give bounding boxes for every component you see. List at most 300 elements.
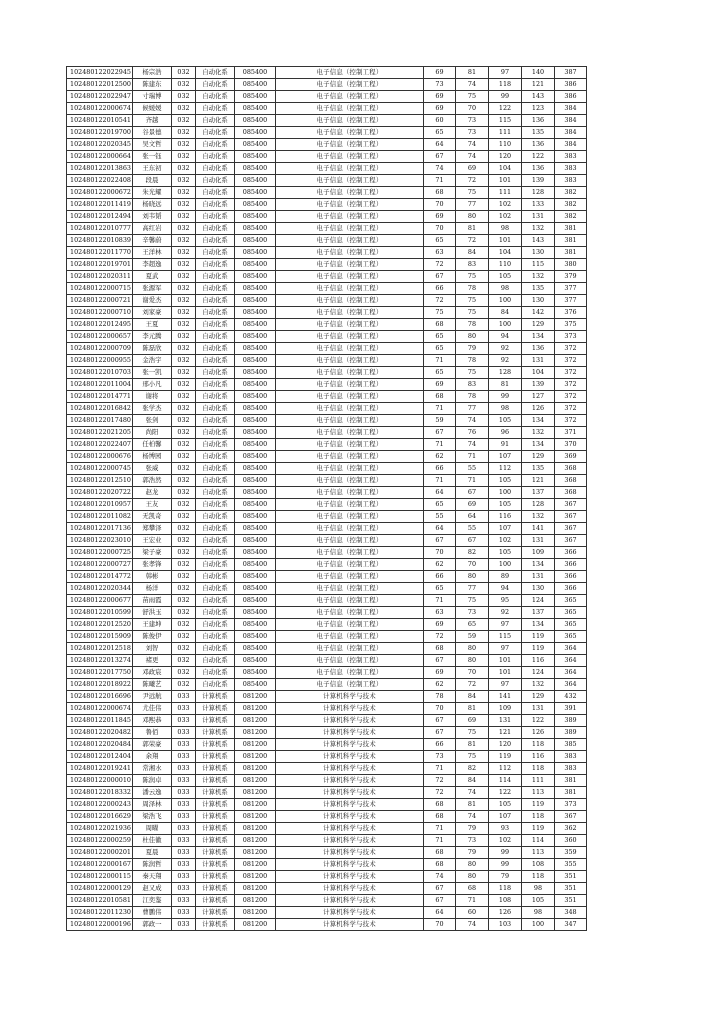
cell-candidate-id: 102480122020484 xyxy=(67,739,133,751)
cell-score-english: 69 xyxy=(456,499,489,511)
cell-name: 无凯奇 xyxy=(133,511,172,523)
cell-major-code: 085400 xyxy=(235,151,276,163)
cell-score-total: 368 xyxy=(555,463,587,475)
cell-dept-code: 032 xyxy=(172,439,196,451)
cell-major: 电子信息（控制工程） xyxy=(276,451,424,463)
cell-score-subject2: 137 xyxy=(522,487,555,499)
cell-score-subject2: 116 xyxy=(522,751,555,763)
cell-score-total: 385 xyxy=(555,739,587,751)
cell-major: 电子信息（控制工程） xyxy=(276,583,424,595)
cell-department: 自动化系 xyxy=(196,67,235,79)
cell-major-code: 085400 xyxy=(235,571,276,583)
cell-score-english: 75 xyxy=(456,307,489,319)
cell-major-code: 085400 xyxy=(235,79,276,91)
cell-major: 计算机科学与技术 xyxy=(276,763,424,775)
cell-score-total: 364 xyxy=(555,667,587,679)
cell-department: 计算机系 xyxy=(196,895,235,907)
cell-major: 电子信息（控制工程） xyxy=(276,655,424,667)
cell-major: 电子信息（控制工程） xyxy=(276,415,424,427)
cell-dept-code: 032 xyxy=(172,535,196,547)
table-row xyxy=(67,187,587,199)
table-row xyxy=(67,823,587,835)
cell-score-subject1: 108 xyxy=(489,895,522,907)
cell-major: 电子信息（控制工程） xyxy=(276,235,424,247)
cell-major-code: 085400 xyxy=(235,139,276,151)
table-row xyxy=(67,223,587,235)
cell-dept-code: 032 xyxy=(172,355,196,367)
cell-score-subject2: 119 xyxy=(522,631,555,643)
cell-dept-code: 033 xyxy=(172,787,196,799)
cell-score-subject1: 101 xyxy=(489,235,522,247)
cell-major-code: 085400 xyxy=(235,535,276,547)
cell-score-subject2: 122 xyxy=(522,151,555,163)
cell-score-politics: 64 xyxy=(424,487,456,499)
table-row xyxy=(67,463,587,475)
cell-score-english: 77 xyxy=(456,199,489,211)
cell-major-code: 081200 xyxy=(235,847,276,859)
cell-major-code: 085400 xyxy=(235,91,276,103)
cell-score-english: 84 xyxy=(456,247,489,259)
table-row xyxy=(67,139,587,151)
cell-name: 陈润卓 xyxy=(133,775,172,787)
cell-score-subject1: 96 xyxy=(489,427,522,439)
cell-department: 自动化系 xyxy=(196,343,235,355)
cell-name: 王洋林 xyxy=(133,247,172,259)
cell-score-english: 75 xyxy=(456,727,489,739)
cell-score-total: 360 xyxy=(555,835,587,847)
cell-score-subject1: 99 xyxy=(489,91,522,103)
cell-department: 自动化系 xyxy=(196,631,235,643)
cell-candidate-id: 102480122010541 xyxy=(67,115,133,127)
table-row xyxy=(67,415,587,427)
cell-dept-code: 032 xyxy=(172,559,196,571)
table-row xyxy=(67,67,587,79)
cell-major-code: 081200 xyxy=(235,919,276,931)
cell-candidate-id: 102480122000709 xyxy=(67,343,133,355)
cell-major-code: 081200 xyxy=(235,811,276,823)
cell-score-subject2: 141 xyxy=(522,523,555,535)
cell-name: 尚阳 xyxy=(133,427,172,439)
cell-department: 自动化系 xyxy=(196,223,235,235)
cell-major: 电子信息（控制工程） xyxy=(276,115,424,127)
cell-name: 周曜 xyxy=(133,823,172,835)
cell-major: 计算机科学与技术 xyxy=(276,835,424,847)
cell-name: 梁浩飞 xyxy=(133,811,172,823)
cell-score-english: 80 xyxy=(456,655,489,667)
cell-score-subject2: 126 xyxy=(522,403,555,415)
cell-score-subject2: 121 xyxy=(522,79,555,91)
cell-score-politics: 74 xyxy=(424,871,456,883)
cell-department: 自动化系 xyxy=(196,247,235,259)
cell-candidate-id: 102480122000674 xyxy=(67,703,133,715)
cell-name: 李超逸 xyxy=(133,259,172,271)
cell-candidate-id: 102480122000259 xyxy=(67,835,133,847)
cell-score-politics: 73 xyxy=(424,79,456,91)
cell-dept-code: 033 xyxy=(172,703,196,715)
table-row xyxy=(67,619,587,631)
cell-candidate-id: 102480122011419 xyxy=(67,199,133,211)
cell-major: 计算机科学与技术 xyxy=(276,907,424,919)
cell-score-politics: 69 xyxy=(424,379,456,391)
cell-score-subject2: 129 xyxy=(522,319,555,331)
cell-department: 自动化系 xyxy=(196,571,235,583)
table-row xyxy=(67,259,587,271)
cell-score-english: 74 xyxy=(456,139,489,151)
cell-candidate-id: 102480122020344 xyxy=(67,583,133,595)
cell-score-subject1: 112 xyxy=(489,763,522,775)
cell-dept-code: 032 xyxy=(172,259,196,271)
cell-score-politics: 67 xyxy=(424,535,456,547)
cell-candidate-id: 102480122023010 xyxy=(67,535,133,547)
cell-major-code: 085400 xyxy=(235,523,276,535)
cell-major: 电子信息（控制工程） xyxy=(276,607,424,619)
table-row xyxy=(67,787,587,799)
cell-dept-code: 032 xyxy=(172,307,196,319)
cell-score-english: 67 xyxy=(456,487,489,499)
cell-major-code: 085400 xyxy=(235,223,276,235)
cell-dept-code: 032 xyxy=(172,403,196,415)
table-row xyxy=(67,427,587,439)
cell-score-politics: 71 xyxy=(424,835,456,847)
cell-department: 自动化系 xyxy=(196,379,235,391)
cell-major-code: 085400 xyxy=(235,643,276,655)
cell-name: 谢爱杰 xyxy=(133,295,172,307)
cell-score-total: 372 xyxy=(555,403,587,415)
cell-score-english: 81 xyxy=(456,739,489,751)
table-row xyxy=(67,667,587,679)
cell-score-total: 365 xyxy=(555,619,587,631)
cell-score-politics: 67 xyxy=(424,883,456,895)
cell-score-politics: 71 xyxy=(424,439,456,451)
cell-department: 自动化系 xyxy=(196,451,235,463)
cell-major-code: 081200 xyxy=(235,691,276,703)
cell-score-total: 366 xyxy=(555,547,587,559)
cell-score-english: 75 xyxy=(456,367,489,379)
cell-score-subject1: 104 xyxy=(489,247,522,259)
cell-name: 陈曦艺 xyxy=(133,679,172,691)
cell-score-politics: 65 xyxy=(424,499,456,511)
cell-department: 计算机系 xyxy=(196,775,235,787)
table-row xyxy=(67,883,587,895)
cell-score-politics: 68 xyxy=(424,319,456,331)
cell-score-subject2: 122 xyxy=(522,715,555,727)
cell-score-subject1: 114 xyxy=(489,775,522,787)
cell-score-english: 70 xyxy=(456,559,489,571)
cell-candidate-id: 102480122011845 xyxy=(67,715,133,727)
table-row xyxy=(67,535,587,547)
cell-score-subject1: 110 xyxy=(489,259,522,271)
table-row xyxy=(67,271,587,283)
cell-score-politics: 64 xyxy=(424,523,456,535)
cell-score-english: 79 xyxy=(456,343,489,355)
cell-score-english: 78 xyxy=(456,355,489,367)
cell-department: 计算机系 xyxy=(196,799,235,811)
table-row xyxy=(67,571,587,583)
cell-dept-code: 032 xyxy=(172,247,196,259)
cell-score-politics: 67 xyxy=(424,271,456,283)
cell-score-english: 81 xyxy=(456,67,489,79)
cell-score-total: 387 xyxy=(555,67,587,79)
table-row xyxy=(67,679,587,691)
cell-major: 电子信息（控制工程） xyxy=(276,283,424,295)
cell-name: 李元腾 xyxy=(133,331,172,343)
cell-candidate-id: 102480122000955 xyxy=(67,355,133,367)
cell-major-code: 081200 xyxy=(235,799,276,811)
cell-score-subject1: 121 xyxy=(489,727,522,739)
cell-score-total: 365 xyxy=(555,631,587,643)
cell-dept-code: 033 xyxy=(172,871,196,883)
table-row xyxy=(67,799,587,811)
cell-score-politics: 70 xyxy=(424,703,456,715)
cell-name: 陈建东 xyxy=(133,79,172,91)
cell-department: 自动化系 xyxy=(196,211,235,223)
cell-major: 电子信息（控制工程） xyxy=(276,151,424,163)
cell-candidate-id: 102480122012494 xyxy=(67,211,133,223)
cell-score-politics: 69 xyxy=(424,211,456,223)
cell-candidate-id: 102480122000710 xyxy=(67,307,133,319)
cell-major: 电子信息（控制工程） xyxy=(276,187,424,199)
cell-department: 自动化系 xyxy=(196,391,235,403)
cell-major-code: 085400 xyxy=(235,595,276,607)
cell-score-total: 389 xyxy=(555,715,587,727)
cell-score-total: 369 xyxy=(555,451,587,463)
cell-score-english: 70 xyxy=(456,667,489,679)
cell-score-total: 366 xyxy=(555,583,587,595)
cell-department: 自动化系 xyxy=(196,175,235,187)
cell-department: 自动化系 xyxy=(196,151,235,163)
cell-score-subject2: 118 xyxy=(522,871,555,883)
cell-score-subject2: 134 xyxy=(522,619,555,631)
cell-candidate-id: 102480122000201 xyxy=(67,847,133,859)
cell-score-subject1: 101 xyxy=(489,667,522,679)
cell-score-english: 77 xyxy=(456,403,489,415)
cell-score-subject2: 113 xyxy=(522,787,555,799)
cell-score-total: 372 xyxy=(555,367,587,379)
cell-score-english: 71 xyxy=(456,451,489,463)
cell-score-politics: 75 xyxy=(424,307,456,319)
cell-score-english: 80 xyxy=(456,211,489,223)
cell-name: 夏晨 xyxy=(133,847,172,859)
cell-candidate-id: 102480122019700 xyxy=(67,127,133,139)
cell-major-code: 085400 xyxy=(235,559,276,571)
cell-department: 自动化系 xyxy=(196,103,235,115)
cell-score-politics: 67 xyxy=(424,727,456,739)
table-row xyxy=(67,391,587,403)
cell-score-total: 383 xyxy=(555,751,587,763)
cell-department: 自动化系 xyxy=(196,679,235,691)
cell-score-english: 80 xyxy=(456,871,489,883)
cell-major-code: 085400 xyxy=(235,355,276,367)
cell-candidate-id: 102480122010581 xyxy=(67,895,133,907)
cell-score-total: 381 xyxy=(555,223,587,235)
cell-dept-code: 032 xyxy=(172,463,196,475)
cell-candidate-id: 102480122011770 xyxy=(67,247,133,259)
cell-name: 尤佳伟 xyxy=(133,703,172,715)
cell-dept-code: 033 xyxy=(172,859,196,871)
cell-candidate-id: 102480122017136 xyxy=(67,523,133,535)
cell-score-english: 80 xyxy=(456,859,489,871)
cell-score-subject1: 89 xyxy=(489,571,522,583)
cell-score-english: 69 xyxy=(456,163,489,175)
table-row xyxy=(67,595,587,607)
cell-score-english: 79 xyxy=(456,823,489,835)
cell-department: 计算机系 xyxy=(196,835,235,847)
cell-major-code: 085400 xyxy=(235,391,276,403)
cell-name: 刘韦韬 xyxy=(133,211,172,223)
cell-score-total: 367 xyxy=(555,523,587,535)
cell-score-total: 376 xyxy=(555,307,587,319)
cell-score-subject1: 103 xyxy=(489,919,522,931)
cell-name: 赵龙 xyxy=(133,487,172,499)
cell-score-english: 70 xyxy=(456,103,489,115)
cell-major-code: 081200 xyxy=(235,871,276,883)
cell-dept-code: 033 xyxy=(172,847,196,859)
cell-major: 电子信息（控制工程） xyxy=(276,139,424,151)
cell-score-politics: 67 xyxy=(424,715,456,727)
cell-score-politics: 68 xyxy=(424,391,456,403)
cell-major-code: 085400 xyxy=(235,295,276,307)
cell-major: 电子信息（控制工程） xyxy=(276,343,424,355)
cell-dept-code: 032 xyxy=(172,631,196,643)
cell-score-english: 75 xyxy=(456,271,489,283)
cell-score-subject2: 130 xyxy=(522,583,555,595)
cell-score-subject2: 126 xyxy=(522,727,555,739)
cell-name: 张一钰 xyxy=(133,151,172,163)
cell-department: 自动化系 xyxy=(196,475,235,487)
cell-score-politics: 73 xyxy=(424,751,456,763)
cell-score-subject1: 95 xyxy=(489,595,522,607)
cell-dept-code: 032 xyxy=(172,367,196,379)
cell-major-code: 085400 xyxy=(235,199,276,211)
cell-major-code: 085400 xyxy=(235,667,276,679)
cell-dept-code: 032 xyxy=(172,235,196,247)
cell-candidate-id: 102480122000657 xyxy=(67,331,133,343)
cell-department: 自动化系 xyxy=(196,367,235,379)
cell-name: 段晨 xyxy=(133,175,172,187)
cell-major-code: 085400 xyxy=(235,343,276,355)
cell-major: 计算机科学与技术 xyxy=(276,775,424,787)
cell-score-subject1: 107 xyxy=(489,451,522,463)
cell-score-subject1: 101 xyxy=(489,175,522,187)
cell-score-total: 365 xyxy=(555,607,587,619)
cell-major: 计算机科学与技术 xyxy=(276,739,424,751)
cell-major-code: 081200 xyxy=(235,835,276,847)
table-row xyxy=(67,199,587,211)
cell-score-politics: 72 xyxy=(424,295,456,307)
cell-score-subject1: 81 xyxy=(489,379,522,391)
cell-name: 赵又成 xyxy=(133,883,172,895)
score-table xyxy=(66,66,587,931)
cell-name: 夏武 xyxy=(133,271,172,283)
cell-score-politics: 66 xyxy=(424,463,456,475)
cell-department: 自动化系 xyxy=(196,127,235,139)
cell-major: 计算机科学与技术 xyxy=(276,727,424,739)
cell-candidate-id: 102480122021205 xyxy=(67,427,133,439)
cell-department: 自动化系 xyxy=(196,115,235,127)
cell-major-code: 085400 xyxy=(235,211,276,223)
cell-score-total: 381 xyxy=(555,775,587,787)
cell-major-code: 085400 xyxy=(235,271,276,283)
cell-major: 电子信息（控制工程） xyxy=(276,223,424,235)
cell-candidate-id: 102480122022408 xyxy=(67,175,133,187)
cell-score-subject1: 122 xyxy=(489,787,522,799)
table-row xyxy=(67,103,587,115)
cell-score-subject1: 102 xyxy=(489,835,522,847)
cell-dept-code: 033 xyxy=(172,835,196,847)
cell-score-total: 351 xyxy=(555,883,587,895)
cell-major: 电子信息（控制工程） xyxy=(276,403,424,415)
cell-score-subject1: 111 xyxy=(489,127,522,139)
cell-major-code: 081200 xyxy=(235,823,276,835)
cell-major-code: 085400 xyxy=(235,583,276,595)
cell-name: 潘云逸 xyxy=(133,787,172,799)
cell-dept-code: 032 xyxy=(172,199,196,211)
cell-department: 自动化系 xyxy=(196,667,235,679)
cell-score-total: 382 xyxy=(555,211,587,223)
cell-major-code: 085400 xyxy=(235,247,276,259)
cell-score-subject2: 142 xyxy=(522,307,555,319)
cell-major-code: 085400 xyxy=(235,655,276,667)
cell-major-code: 085400 xyxy=(235,283,276,295)
cell-score-english: 74 xyxy=(456,151,489,163)
cell-score-total: 364 xyxy=(555,643,587,655)
cell-major: 计算机科学与技术 xyxy=(276,691,424,703)
cell-department: 自动化系 xyxy=(196,283,235,295)
cell-score-subject1: 102 xyxy=(489,199,522,211)
cell-score-total: 372 xyxy=(555,391,587,403)
cell-major: 电子信息（控制工程） xyxy=(276,487,424,499)
table-row xyxy=(67,331,587,343)
cell-name: 杨洋 xyxy=(133,583,172,595)
table-row xyxy=(67,811,587,823)
cell-score-subject1: 120 xyxy=(489,151,522,163)
cell-score-english: 60 xyxy=(456,907,489,919)
cell-major: 计算机科学与技术 xyxy=(276,871,424,883)
cell-score-subject2: 136 xyxy=(522,139,555,151)
cell-name: 梁子豪 xyxy=(133,547,172,559)
cell-score-total: 372 xyxy=(555,343,587,355)
cell-name: 任柏馨 xyxy=(133,439,172,451)
cell-score-politics: 68 xyxy=(424,643,456,655)
cell-dept-code: 033 xyxy=(172,739,196,751)
cell-score-english: 72 xyxy=(456,235,489,247)
cell-score-subject2: 119 xyxy=(522,823,555,835)
cell-score-subject2: 131 xyxy=(522,703,555,715)
cell-score-subject1: 131 xyxy=(489,715,522,727)
cell-score-total: 381 xyxy=(555,247,587,259)
cell-candidate-id: 102480122012518 xyxy=(67,643,133,655)
cell-score-total: 373 xyxy=(555,799,587,811)
cell-score-english: 64 xyxy=(456,511,489,523)
cell-department: 自动化系 xyxy=(196,595,235,607)
cell-score-subject1: 98 xyxy=(489,403,522,415)
cell-score-subject1: 102 xyxy=(489,535,522,547)
cell-score-subject2: 115 xyxy=(522,259,555,271)
cell-score-subject1: 105 xyxy=(489,415,522,427)
cell-candidate-id: 102480122000676 xyxy=(67,451,133,463)
cell-score-subject1: 104 xyxy=(489,163,522,175)
cell-major: 电子信息（控制工程） xyxy=(276,103,424,115)
cell-department: 自动化系 xyxy=(196,643,235,655)
cell-major: 电子信息（控制工程） xyxy=(276,679,424,691)
cell-candidate-id: 102480122014772 xyxy=(67,571,133,583)
cell-major-code: 085400 xyxy=(235,235,276,247)
cell-score-politics: 65 xyxy=(424,331,456,343)
cell-score-english: 75 xyxy=(456,295,489,307)
cell-dept-code: 032 xyxy=(172,475,196,487)
cell-score-english: 80 xyxy=(456,571,489,583)
cell-score-english: 74 xyxy=(456,811,489,823)
